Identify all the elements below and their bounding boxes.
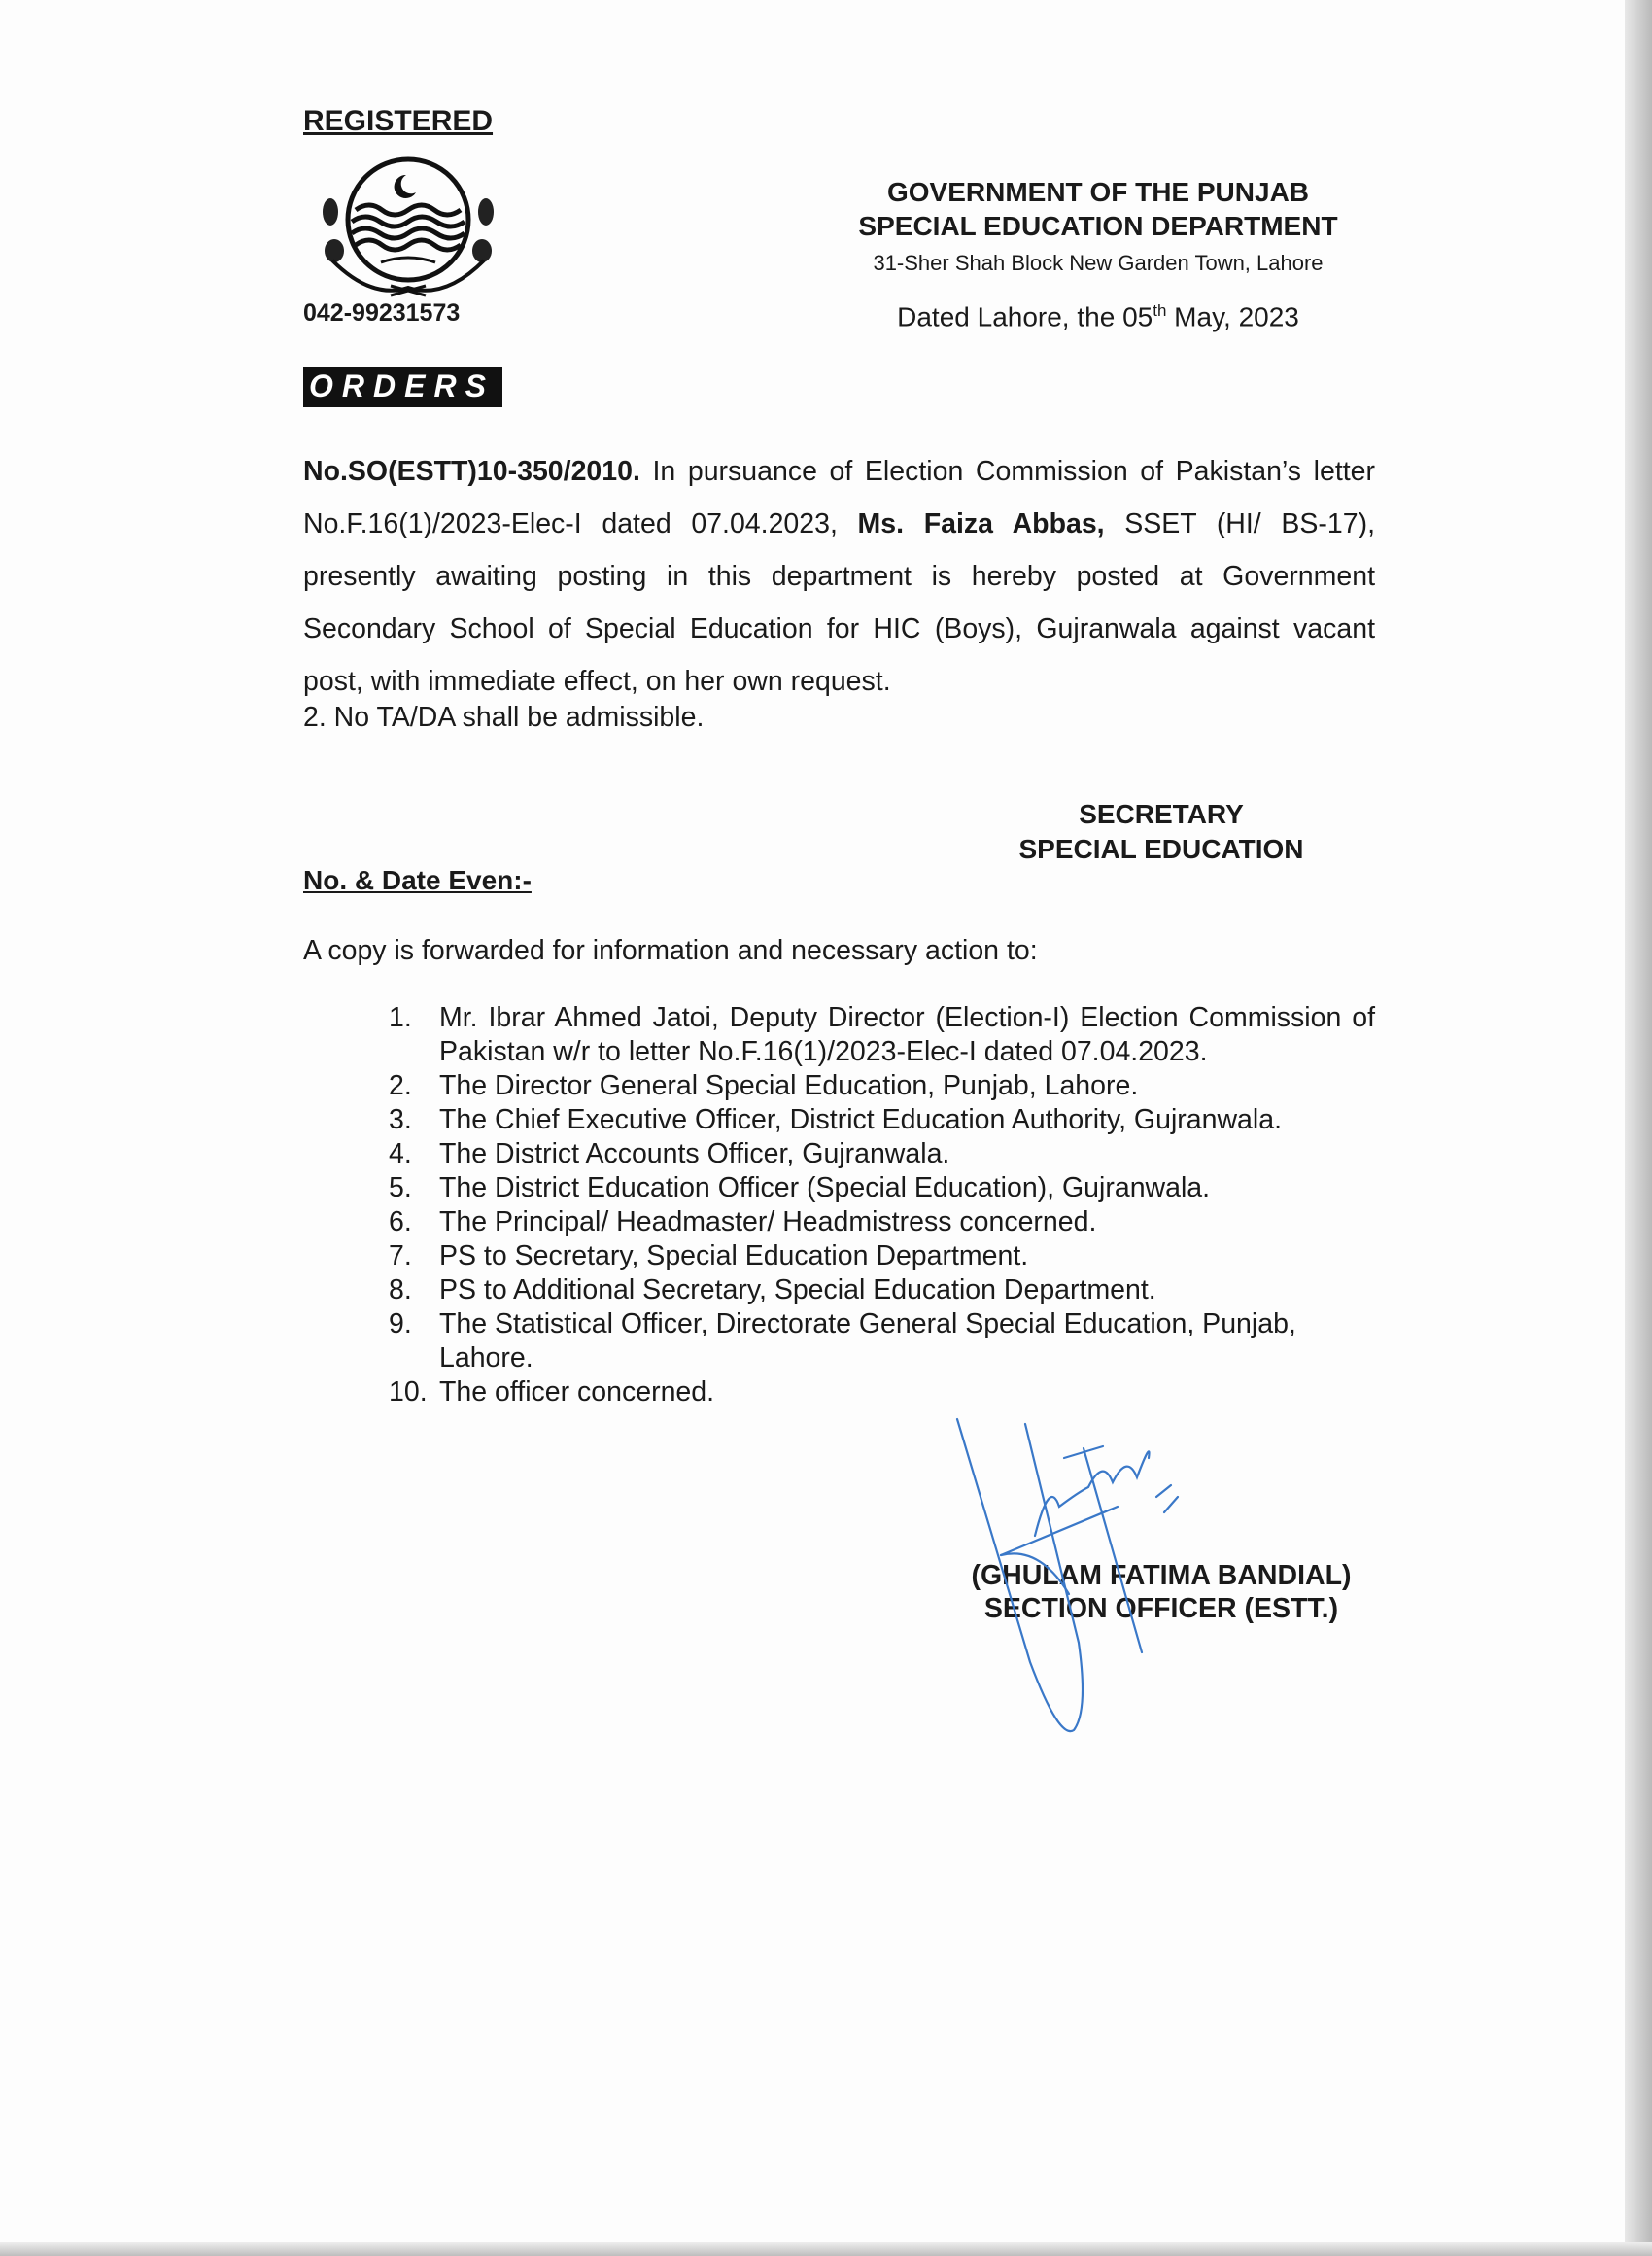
scan-edge-right — [1625, 0, 1652, 2256]
list-text: The officer concerned. — [439, 1376, 715, 1407]
date-suffix: May, 2023 — [1166, 301, 1299, 332]
list-text: PS to Additional Secretary, Special Education Department. — [439, 1274, 1156, 1305]
list-number: 4. — [389, 1138, 412, 1169]
list-number: 7. — [389, 1240, 412, 1271]
order-reference-number: No.SO(ESTT)10-350/2010. — [303, 456, 640, 487]
list-item — [389, 1375, 1375, 1409]
list-text: The District Accounts Officer, Gujranwala. — [439, 1138, 950, 1169]
order-text-2: SSET (HI/ BS-17), presently awaiting posting in this department is hereby posted at Government Secondary School of Special Education for HIC (Boys), Gujranwala against vacant post, with immediate effect, on her own request. — [303, 508, 1375, 697]
list-item — [389, 1103, 1375, 1137]
secretary-block — [962, 797, 1360, 867]
order-paragraph-2: 2. No TA/DA shall be admissible. — [303, 702, 705, 733]
punjab-emblem-logo — [313, 154, 503, 299]
list-item — [389, 1171, 1375, 1205]
list-number: 1. — [389, 1002, 412, 1033]
date-superscript: th — [1153, 301, 1167, 320]
list-text: PS to Secretary, Special Education Department. — [439, 1240, 1029, 1271]
department-title: SPECIAL EDUCATION DEPARTMENT — [858, 211, 1338, 241]
list-item — [389, 1137, 1375, 1171]
list-text: Mr. Ibrar Ahmed Jatoi, Deputy Director (Election-I) Election Commission of Pakistan w/r to letter No.F.16(1)/2023-Elec-I dated 07.04.2023. — [439, 1002, 1375, 1067]
orders-heading: ORDERS — [303, 367, 502, 407]
list-item — [389, 1069, 1375, 1103]
list-number: 10. — [389, 1376, 428, 1407]
signatory-name: (GHULAM FATIMA BANDIAL) — [971, 1560, 1352, 1591]
list-number: 8. — [389, 1274, 412, 1305]
list-text: The Chief Executive Officer, District Education Authority, Gujranwala. — [439, 1104, 1282, 1135]
date-line — [768, 301, 1428, 332]
list-text: The District Education Officer (Special Education), Gujranwala. — [439, 1172, 1211, 1203]
list-item — [389, 1273, 1375, 1307]
officer-name: Ms. Faiza Abbas, — [857, 508, 1105, 539]
department-address: 31-Sher Shah Block New Garden Town, Lahore — [873, 251, 1324, 275]
distribution-list — [389, 1001, 1375, 1409]
list-text: The Statistical Officer, Directorate General Special Education, Punjab, Lahore. — [439, 1308, 1296, 1373]
order-paragraph — [303, 445, 1375, 708]
list-number: 5. — [389, 1172, 412, 1203]
secretary-line-1: SECRETARY — [1079, 799, 1244, 829]
list-number: 2. — [389, 1070, 412, 1101]
order-text-1: In pursuance of Election Commission of Pakistan’s letter No.F.16(1)/2023-Elec-I dated 07.04.2023, — [303, 456, 1375, 539]
scan-edge-bottom — [0, 2242, 1652, 2256]
handwritten-signature — [933, 1400, 1224, 1769]
list-number: 6. — [389, 1206, 412, 1237]
list-text: The Director General Special Education, Punjab, Lahore. — [439, 1070, 1139, 1101]
list-item — [389, 1239, 1375, 1273]
list-text: The Principal/ Headmaster/ Headmistress concerned. — [439, 1206, 1097, 1237]
list-item — [389, 1205, 1375, 1239]
list-number: 3. — [389, 1104, 412, 1135]
list-item — [389, 1001, 1375, 1069]
phone-number: 042-99231573 — [303, 299, 461, 327]
registered-label: REGISTERED — [303, 105, 494, 137]
date-prefix: Dated Lahore, the 05 — [897, 301, 1153, 332]
copy-intro: A copy is forwarded for information and necessary action to: — [303, 935, 1038, 966]
no-date-even-heading: No. & Date Even:- — [303, 865, 532, 895]
list-number: 9. — [389, 1308, 412, 1339]
secretary-line-2: SPECIAL EDUCATION — [1018, 834, 1304, 864]
signatory-title: SECTION OFFICER (ESTT.) — [983, 1593, 1339, 1624]
list-item — [389, 1307, 1375, 1375]
government-title: GOVERNMENT OF THE PUNJAB — [886, 177, 1310, 207]
